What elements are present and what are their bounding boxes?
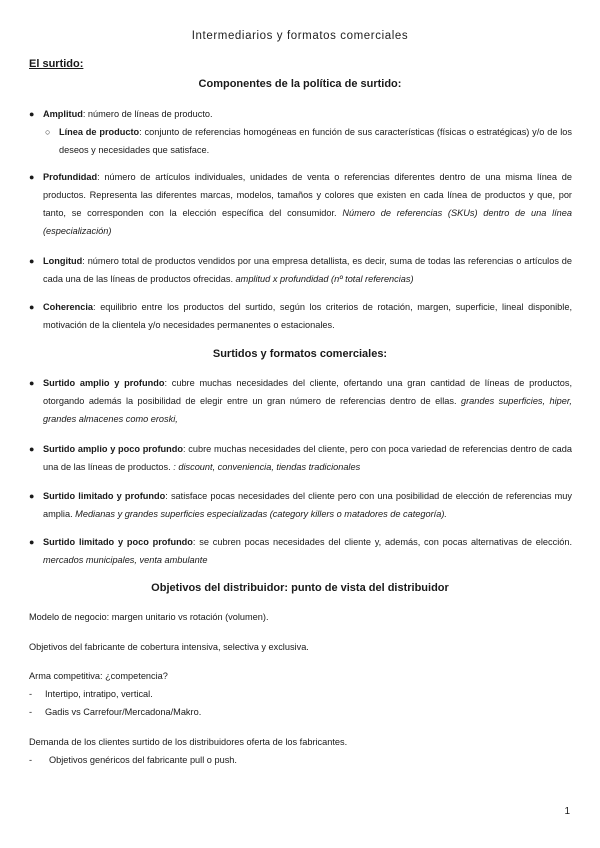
dash-item: - Gadis vs Carrefour/Mercadona/Makro. <box>29 703 572 721</box>
list-item-limitado-poco-profundo: ● Surtido limitado y poco profundo: se cubren pocas necesidades del cliente y, además, con pocas alternativas de elección. mercados municipales, venta ambulante <box>29 533 572 569</box>
paragraph-business-model: Modelo de negocio: margen unitario vs rotación (volumen). <box>29 612 269 622</box>
components-heading: Componentes de la política de surtido: <box>198 78 402 90</box>
circle-bullet-icon: ○ <box>45 127 51 137</box>
paragraph-demand: Demanda de los clientes surtido de los distribuidores oferta de los fabricantes. <box>29 737 348 747</box>
list-item-limitado-profundo: ● Surtido limitado y profundo: satisface pocas necesidades del cliente pero con una posibilidad de elección de referencias muy amplia. Medianas y grandes superficies especializadas (category killers o matadores de categoría). <box>29 487 572 523</box>
demand-block <box>29 733 572 769</box>
competition-block <box>29 667 572 721</box>
bullet-icon: ● <box>29 378 35 388</box>
bullet-icon: ● <box>29 256 35 266</box>
bullet-icon: ● <box>29 302 35 312</box>
list-item-longitud: ● Longitud: número total de productos vendidos por una empresa detallista, es decir, suma de todas las referencias o artículos de cada una de las líneas de productos ofrecidas. amplitud x profundidad (nº total referencias) <box>29 252 572 288</box>
bullet-icon: ● <box>29 444 35 454</box>
bullet-icon: ● <box>29 537 35 547</box>
dash-icon: - <box>29 689 33 699</box>
formats-heading: Surtidos y formatos comerciales: <box>212 348 388 360</box>
dash-icon: - <box>29 707 33 717</box>
document-title: Intermediarios y formatos comerciales <box>191 30 409 42</box>
dash-icon: - <box>29 755 33 765</box>
bullet-icon: ● <box>29 172 35 182</box>
list-item-amplio-poco-profundo: ● Surtido amplio y poco profundo: cubre muchas necesidades del cliente, pero con poca variedad de referencias dentro de cada una de las líneas de productos. : discount, conveniencia, tiendas tradicionales <box>29 440 572 476</box>
list-item-coherencia: ● Coherencia: equilibrio entre los productos del surtido, según los criterios de rotación, margen, superficie, lineal disponible, motivación de la clientela y/o necesidades permanentes o estacionales. <box>29 298 572 334</box>
page-number: 1 <box>564 806 570 817</box>
list-item-profundidad: ● Profundidad: número de artículos individuales, unidades de venta o referencias diferentes dentro de una misma línea de productos. Representa las diferentes marcas, modelos, tamaños y colores que existen en cada línea de productos y que, por tanto, se corresponden con la elección específica del consumidor. Número de referencias (SKUs) dentro de una línea (especialización) <box>29 168 572 240</box>
bullet-icon: ● <box>29 109 35 119</box>
bullet-icon: ● <box>29 491 35 501</box>
list-item-amplitud: ● Amplitud: número de líneas de producto. <box>29 105 572 123</box>
sublist-item-linea: ○ Línea de producto: conjunto de referencias homogéneas en función de sus características (físicas o estratégicas) y/o de los deseos y necesidades que satisface. <box>29 123 572 159</box>
dash-item: - Objetivos genéricos del fabricante pull o push. <box>29 751 572 769</box>
components-list <box>29 105 572 159</box>
section-title: El surtido: <box>29 58 84 70</box>
list-item-amplio-profundo: ● Surtido amplio y profundo: cubre muchas necesidades del cliente, ofertando una gran cantidad de líneas de productos, otorgando además la posibilidad de elegir entre un gran número de referencias dentro de ellas. grandes superficies, hiper, grandes almacenes como eroski, <box>29 374 572 428</box>
dash-item: - Intertipo, intratipo, vertical. <box>29 685 572 703</box>
objectives-heading: Objetivos del distribuidor: punto de vista del distribuidor <box>151 582 449 594</box>
paragraph-coverage: Objetivos del fabricante de cobertura intensiva, selectiva y exclusiva. <box>29 642 309 652</box>
paragraph-competition: Arma competitiva: ¿competencia? <box>29 671 168 681</box>
